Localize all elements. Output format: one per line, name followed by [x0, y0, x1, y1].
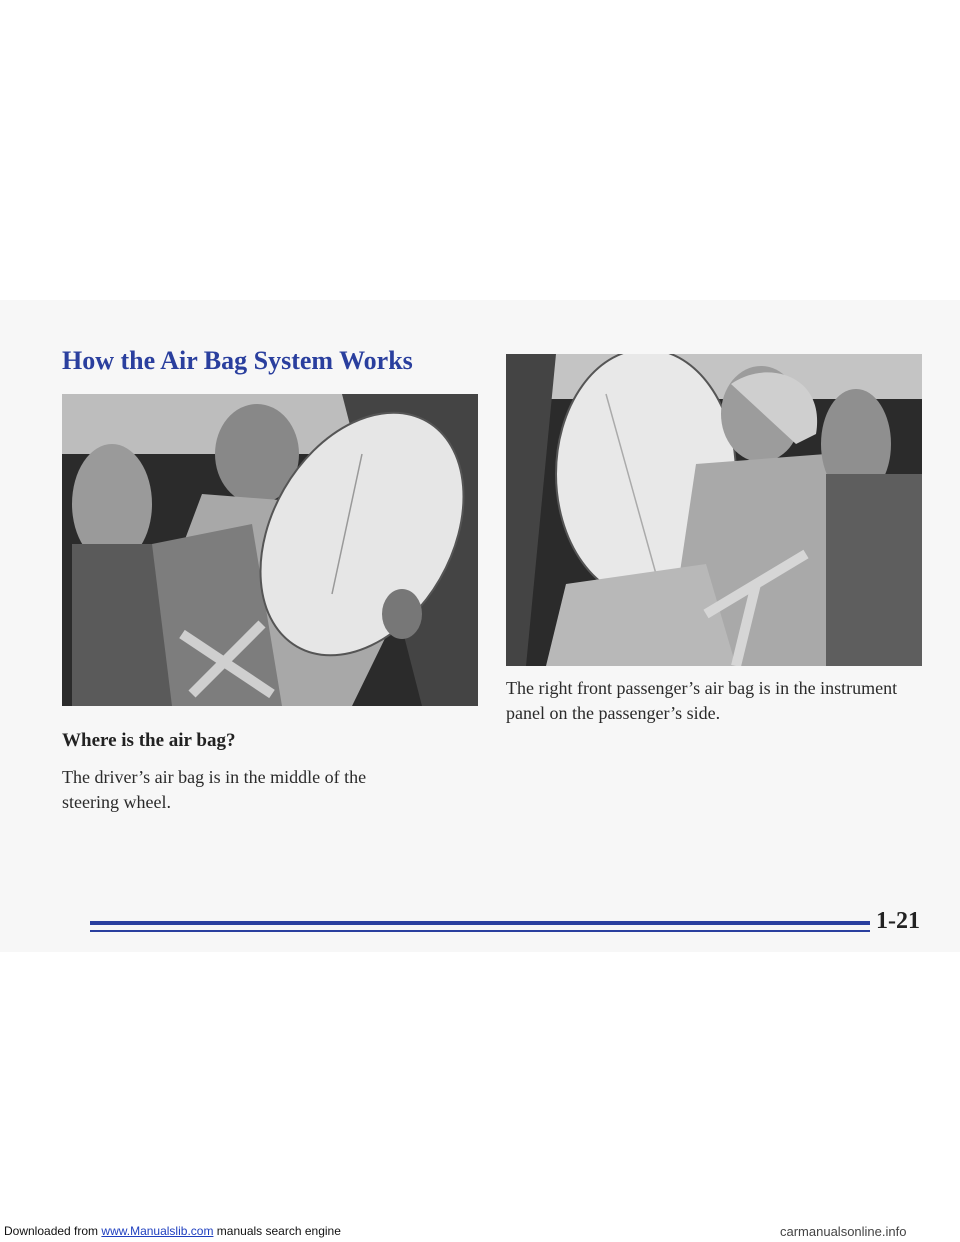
footer-rule-thin — [90, 930, 870, 932]
manualslib-link[interactable]: www.Manualslib.com — [101, 1224, 214, 1238]
footer-suffix: manuals search engine — [216, 1224, 341, 1238]
page-number: 1-21 — [876, 908, 920, 934]
passenger-airbag-text: The right front passenger’s air bag is in the instrument panel on the passenger’s side. — [506, 678, 898, 723]
page-title: How the Air Bag System Works — [62, 346, 413, 375]
footer-rule — [90, 921, 870, 925]
driver-airbag-text: The driver’s air bag is in the middle of the steering wheel. — [62, 767, 367, 812]
site-watermark: carmanualsonline.info — [780, 1224, 907, 1239]
download-footer — [4, 1224, 341, 1238]
section-subheading: Where is the air bag? — [62, 730, 236, 751]
footer-prefix: Downloaded from — [4, 1224, 99, 1238]
driver-airbag-illustration — [62, 394, 478, 706]
passenger-airbag-illustration — [506, 354, 922, 666]
